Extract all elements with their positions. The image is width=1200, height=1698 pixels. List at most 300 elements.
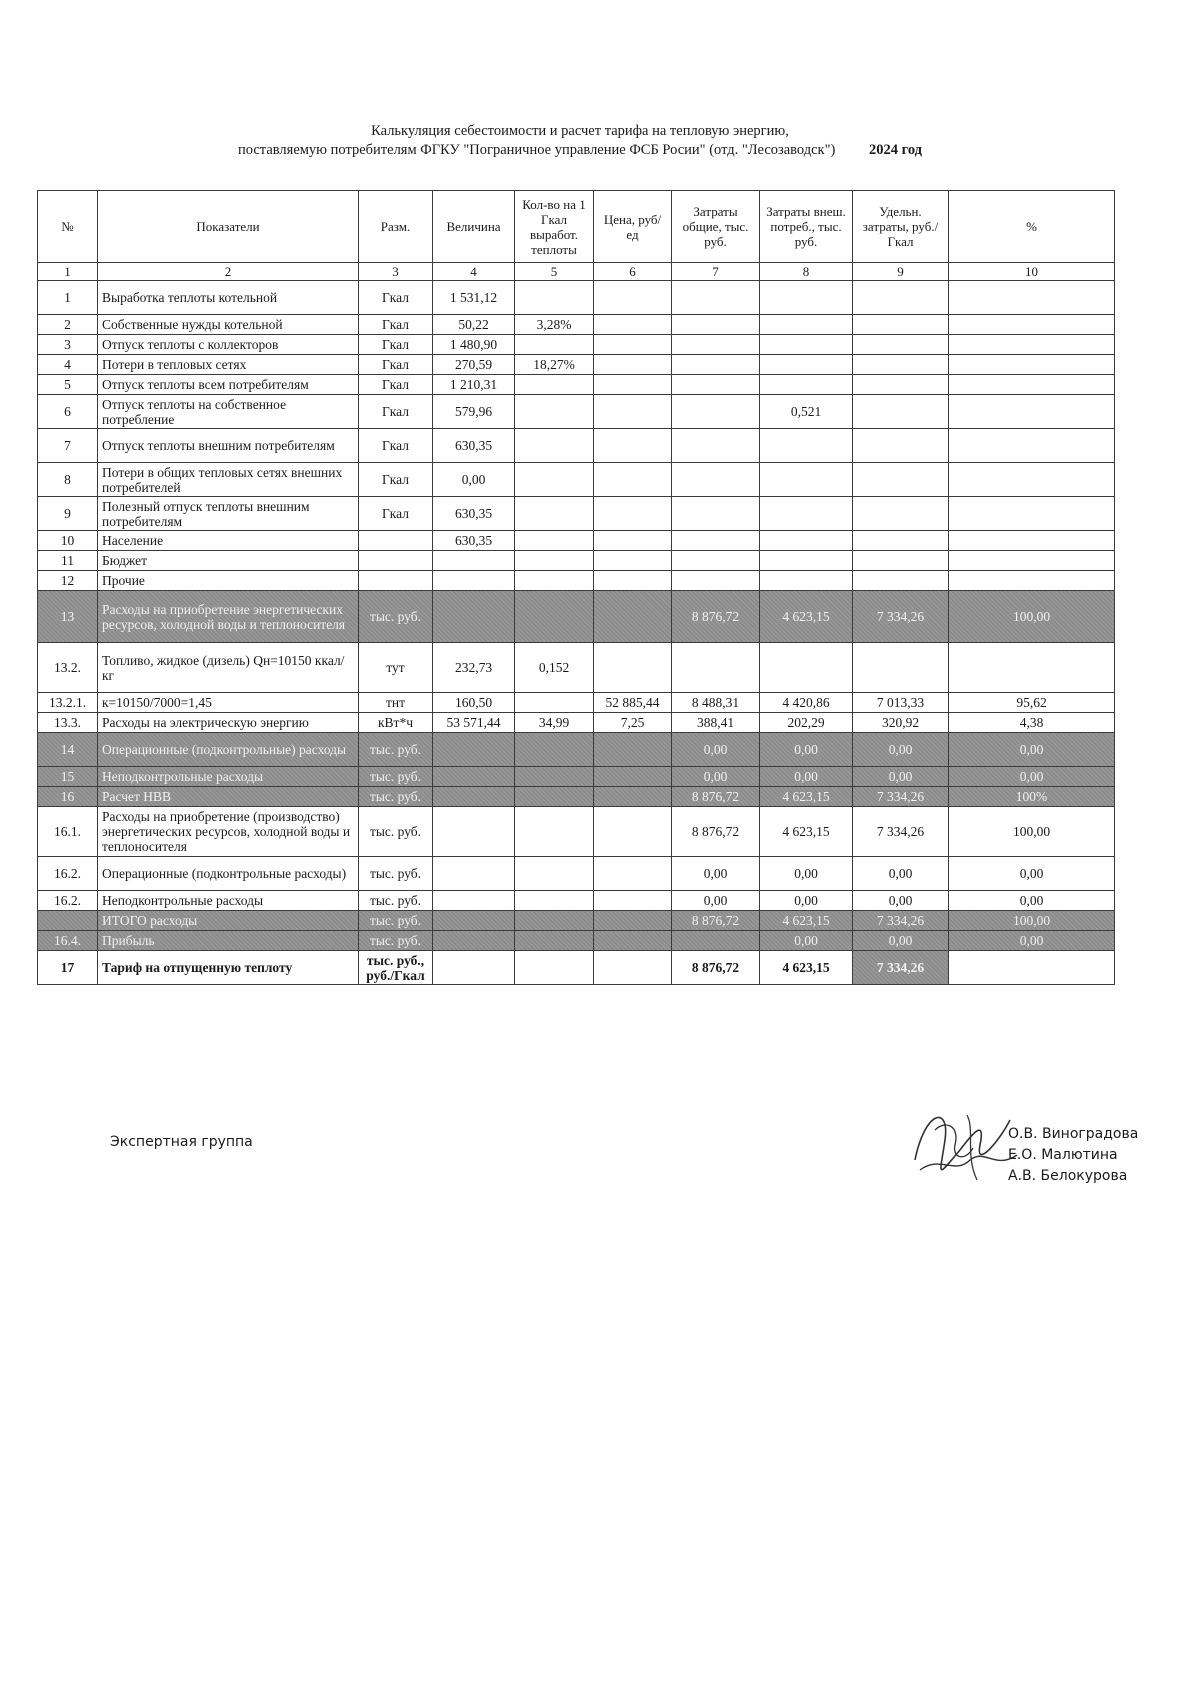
value-cell: Гкал (359, 429, 433, 463)
value-cell (433, 891, 515, 911)
value-cell (515, 891, 594, 911)
value-cell: тыс. руб. (359, 787, 433, 807)
value-cell: тыс. руб. (359, 733, 433, 767)
calculation-table (37, 190, 1115, 985)
value-cell: Гкал (359, 375, 433, 395)
value-cell: 0,00 (760, 733, 853, 767)
value-cell: Гкал (359, 395, 433, 429)
value-cell: Гкал (359, 497, 433, 531)
column-number: 1 (38, 263, 98, 281)
value-cell (515, 463, 594, 497)
value-cell: 0,00 (949, 857, 1115, 891)
row-number-cell: 14 (38, 733, 98, 767)
indicator-cell: к=10150/7000=1,45 (98, 693, 359, 713)
value-cell: 100,00 (949, 591, 1115, 643)
table-row (38, 951, 1115, 985)
value-cell (515, 693, 594, 713)
value-cell (672, 931, 760, 951)
value-cell: 7 334,26 (853, 787, 949, 807)
value-cell (594, 733, 672, 767)
row-number-cell: 5 (38, 375, 98, 395)
indicator-cell: Тариф на отпущенную теплоту (98, 951, 359, 985)
value-cell: 4 420,86 (760, 693, 853, 713)
value-cell (515, 767, 594, 787)
value-cell: 0,00 (760, 767, 853, 787)
value-cell (949, 463, 1115, 497)
row-number-cell: 6 (38, 395, 98, 429)
value-cell: тыс. руб. (359, 591, 433, 643)
value-cell (672, 571, 760, 591)
value-cell: 4 623,15 (760, 911, 853, 931)
value-cell: 0,00 (672, 891, 760, 911)
value-cell: 630,35 (433, 497, 515, 531)
row-number-cell: 16.4. (38, 931, 98, 951)
value-cell (672, 281, 760, 315)
value-cell: тут (359, 643, 433, 693)
table-row (38, 463, 1115, 497)
value-cell: 1 531,12 (433, 281, 515, 315)
table-row (38, 733, 1115, 767)
value-cell: 160,50 (433, 693, 515, 713)
header-cell: Кол-во на 1 Гкал выработ. теплоты (515, 191, 594, 263)
value-cell: 4 623,15 (760, 787, 853, 807)
column-number: 5 (515, 263, 594, 281)
indicator-cell: Отпуск теплоты на собственное потребление (98, 395, 359, 429)
value-cell (433, 551, 515, 571)
expert-group-label: Экспертная группа (110, 1134, 253, 1150)
value-cell (433, 591, 515, 643)
value-cell (760, 281, 853, 315)
value-cell (853, 375, 949, 395)
row-number-cell: 10 (38, 531, 98, 551)
value-cell (594, 281, 672, 315)
value-cell: тыс. руб. (359, 911, 433, 931)
value-cell: 7,25 (594, 713, 672, 733)
indicator-cell: Операционные (подконтрольные расходы) (98, 857, 359, 891)
value-cell (515, 591, 594, 643)
value-cell: 34,99 (515, 713, 594, 733)
value-cell: 1 210,31 (433, 375, 515, 395)
row-number-cell: 16.1. (38, 807, 98, 857)
value-cell: 0,521 (760, 395, 853, 429)
value-cell (949, 951, 1115, 985)
value-cell (594, 463, 672, 497)
value-cell (433, 911, 515, 931)
value-cell: 202,29 (760, 713, 853, 733)
value-cell: 0,00 (853, 891, 949, 911)
value-cell: 0,00 (949, 767, 1115, 787)
value-cell: 95,62 (949, 693, 1115, 713)
header-cell: Величина (433, 191, 515, 263)
value-cell (433, 571, 515, 591)
value-cell (672, 643, 760, 693)
value-cell: 8 876,72 (672, 787, 760, 807)
indicator-cell: Расходы на приобретение энергетических ресурсов, холодной воды и теплоносителя (98, 591, 359, 643)
value-cell (672, 375, 760, 395)
value-cell (949, 531, 1115, 551)
value-cell (594, 335, 672, 355)
value-cell (672, 395, 760, 429)
value-cell: 3,28% (515, 315, 594, 335)
row-number-cell: 13.2.1. (38, 693, 98, 713)
table-row (38, 911, 1115, 931)
table-row (38, 807, 1115, 857)
row-number-cell: 11 (38, 551, 98, 571)
value-cell (853, 463, 949, 497)
value-cell (853, 643, 949, 693)
value-cell: 0,00 (853, 857, 949, 891)
value-cell (672, 429, 760, 463)
value-cell: кВт*ч (359, 713, 433, 733)
header-cell: Удельн. затраты, руб./Гкал (853, 191, 949, 263)
title-line-2 (150, 141, 1010, 160)
value-cell: 50,22 (433, 315, 515, 335)
value-cell (359, 531, 433, 551)
row-number-cell: 16.2. (38, 891, 98, 911)
value-cell (760, 463, 853, 497)
value-cell (359, 571, 433, 591)
value-cell (594, 767, 672, 787)
value-cell: тыс. руб. (359, 931, 433, 951)
indicator-cell: Собственные нужды котельной (98, 315, 359, 335)
value-cell (672, 551, 760, 571)
row-number-cell: 9 (38, 497, 98, 531)
value-cell: 7 334,26 (853, 591, 949, 643)
value-cell (760, 335, 853, 355)
table-row (38, 931, 1115, 951)
value-cell: 8 876,72 (672, 951, 760, 985)
column-number: 8 (760, 263, 853, 281)
value-cell (594, 429, 672, 463)
value-cell (515, 807, 594, 857)
value-cell (594, 931, 672, 951)
value-cell: тыс. руб. (359, 891, 433, 911)
value-cell (594, 315, 672, 335)
value-cell (594, 497, 672, 531)
column-number: 10 (949, 263, 1115, 281)
handwritten-signature (905, 1100, 1025, 1190)
row-number-cell: 4 (38, 355, 98, 375)
value-cell (594, 375, 672, 395)
indicator-cell: Бюджет (98, 551, 359, 571)
value-cell (515, 733, 594, 767)
value-cell (949, 551, 1115, 571)
table-row (38, 355, 1115, 375)
value-cell (433, 767, 515, 787)
value-cell: 7 334,26 (853, 951, 949, 985)
signer-name: О.В. Виноградова (1008, 1126, 1139, 1142)
value-cell (853, 315, 949, 335)
value-cell: 0,00 (672, 857, 760, 891)
value-cell: 18,27% (515, 355, 594, 375)
value-cell: 0,00 (760, 857, 853, 891)
value-cell (760, 375, 853, 395)
value-cell (594, 571, 672, 591)
indicator-cell: Топливо, жидкое (дизель) Qн=10150 ккал/кг (98, 643, 359, 693)
table-body (38, 281, 1115, 985)
value-cell (760, 551, 853, 571)
indicator-cell: Расходы на электрическую энергию (98, 713, 359, 733)
row-number-cell: 7 (38, 429, 98, 463)
value-cell: 8 876,72 (672, 807, 760, 857)
value-cell (949, 429, 1115, 463)
value-cell (515, 951, 594, 985)
value-cell (433, 857, 515, 891)
row-number-cell: 15 (38, 767, 98, 787)
row-number-cell: 13.3. (38, 713, 98, 733)
value-cell (949, 497, 1115, 531)
value-cell: 100,00 (949, 911, 1115, 931)
row-number-cell: 17 (38, 951, 98, 985)
value-cell (594, 395, 672, 429)
value-cell (853, 531, 949, 551)
value-cell: тыс. руб. (359, 767, 433, 787)
header-cell: Показатели (98, 191, 359, 263)
indicator-cell: Отпуск теплоты всем потребителям (98, 375, 359, 395)
table-row (38, 713, 1115, 733)
table-row (38, 395, 1115, 429)
table-row (38, 591, 1115, 643)
table-row (38, 891, 1115, 911)
value-cell (515, 497, 594, 531)
table-row (38, 497, 1115, 531)
row-number-cell: 12 (38, 571, 98, 591)
value-cell: 0,00 (760, 891, 853, 911)
row-number-cell: 13 (38, 591, 98, 643)
value-cell: 100,00 (949, 807, 1115, 857)
value-cell (515, 531, 594, 551)
value-cell: 630,35 (433, 429, 515, 463)
value-cell: 579,96 (433, 395, 515, 429)
value-cell: 232,73 (433, 643, 515, 693)
table-row (38, 375, 1115, 395)
row-number-cell (38, 911, 98, 931)
value-cell (853, 497, 949, 531)
column-number-row (38, 263, 1115, 281)
value-cell (949, 395, 1115, 429)
value-cell: 7 334,26 (853, 807, 949, 857)
value-cell: 0,00 (949, 891, 1115, 911)
value-cell (853, 281, 949, 315)
indicator-cell: Отпуск теплоты с коллекторов (98, 335, 359, 355)
value-cell (949, 335, 1115, 355)
value-cell (853, 551, 949, 571)
value-cell (760, 571, 853, 591)
value-cell (760, 643, 853, 693)
column-number: 3 (359, 263, 433, 281)
table-header-row (38, 191, 1115, 263)
table-row (38, 315, 1115, 335)
header-cell: № (38, 191, 98, 263)
value-cell (853, 429, 949, 463)
value-cell (515, 551, 594, 571)
value-cell (433, 951, 515, 985)
signers-list (1008, 1124, 1138, 1187)
row-number-cell: 13.2. (38, 643, 98, 693)
indicator-cell: Прибыль (98, 931, 359, 951)
value-cell (433, 733, 515, 767)
value-cell (515, 911, 594, 931)
indicator-cell: Неподконтрольные расходы (98, 891, 359, 911)
indicator-cell: Потери в общих тепловых сетях внешних потребителей (98, 463, 359, 497)
row-number-cell: 16.2. (38, 857, 98, 891)
column-number: 7 (672, 263, 760, 281)
value-cell: 7 013,33 (853, 693, 949, 713)
value-cell: 270,59 (433, 355, 515, 375)
value-cell: 1 480,90 (433, 335, 515, 355)
value-cell: 7 334,26 (853, 911, 949, 931)
value-cell (594, 531, 672, 551)
value-cell (594, 643, 672, 693)
value-cell (672, 355, 760, 375)
indicator-cell: Выработка теплоты котельной (98, 281, 359, 315)
column-number: 6 (594, 263, 672, 281)
indicator-cell: Потери в тепловых сетях (98, 355, 359, 375)
value-cell (433, 787, 515, 807)
title-line-2-text: поставляемую потребителям ФГКУ "Пограничное управление ФСБ Росии" (отд. "Лесозаводск") (238, 142, 836, 158)
value-cell (949, 355, 1115, 375)
value-cell: Гкал (359, 355, 433, 375)
value-cell (672, 463, 760, 497)
table-row (38, 693, 1115, 713)
value-cell: 4 623,15 (760, 951, 853, 985)
row-number-cell: 2 (38, 315, 98, 335)
value-cell (672, 315, 760, 335)
indicator-cell: ИТОГО расходы (98, 911, 359, 931)
value-cell: 4 623,15 (760, 591, 853, 643)
header-cell: % (949, 191, 1115, 263)
table-row (38, 857, 1115, 891)
value-cell (853, 355, 949, 375)
value-cell (594, 857, 672, 891)
header-cell: Цена, руб/ед (594, 191, 672, 263)
value-cell (433, 807, 515, 857)
value-cell (515, 335, 594, 355)
indicator-cell: Полезный отпуск теплоты внешним потребителям (98, 497, 359, 531)
table-row (38, 571, 1115, 591)
value-cell (672, 531, 760, 551)
value-cell (672, 497, 760, 531)
row-number-cell: 16 (38, 787, 98, 807)
value-cell: 0,00 (853, 931, 949, 951)
value-cell: 4 623,15 (760, 807, 853, 857)
row-number-cell: 3 (38, 335, 98, 355)
value-cell (760, 531, 853, 551)
table-row (38, 551, 1115, 571)
value-cell: 388,41 (672, 713, 760, 733)
value-cell (949, 571, 1115, 591)
value-cell: 0,00 (949, 931, 1115, 951)
indicator-cell: Расчет НВВ (98, 787, 359, 807)
value-cell: 100% (949, 787, 1115, 807)
row-number-cell: 8 (38, 463, 98, 497)
table-row (38, 281, 1115, 315)
value-cell (949, 315, 1115, 335)
value-cell (853, 571, 949, 591)
value-cell: тыс. руб. (359, 807, 433, 857)
value-cell (672, 335, 760, 355)
value-cell (760, 497, 853, 531)
value-cell (594, 551, 672, 571)
value-cell (594, 911, 672, 931)
row-number-cell: 1 (38, 281, 98, 315)
value-cell (594, 951, 672, 985)
value-cell (760, 429, 853, 463)
value-cell: 0,00 (760, 931, 853, 951)
value-cell (594, 355, 672, 375)
value-cell: 53 571,44 (433, 713, 515, 733)
table-row (38, 531, 1115, 551)
signer-name: Е.О. Малютина (1008, 1147, 1118, 1163)
value-cell (515, 857, 594, 891)
value-cell (760, 355, 853, 375)
signer-name: А.В. Белокурова (1008, 1168, 1128, 1184)
value-cell: 8 876,72 (672, 591, 760, 643)
indicator-cell: Расходы на приобретение (производство) энергетических ресурсов, холодной воды и теплоносителя (98, 807, 359, 857)
value-cell (515, 375, 594, 395)
column-number: 9 (853, 263, 949, 281)
value-cell: 630,35 (433, 531, 515, 551)
table-row (38, 335, 1115, 355)
indicator-cell: Отпуск теплоты внешним потребителям (98, 429, 359, 463)
value-cell (515, 429, 594, 463)
value-cell: 0,00 (949, 733, 1115, 767)
indicator-cell: Прочие (98, 571, 359, 591)
indicator-cell: Население (98, 531, 359, 551)
value-cell (949, 643, 1115, 693)
value-cell: тыс. руб. (359, 857, 433, 891)
value-cell: 0,152 (515, 643, 594, 693)
value-cell (433, 931, 515, 951)
value-cell: тнт (359, 693, 433, 713)
table-row (38, 429, 1115, 463)
column-number: 2 (98, 263, 359, 281)
value-cell (853, 335, 949, 355)
value-cell: 8 876,72 (672, 911, 760, 931)
value-cell (949, 375, 1115, 395)
value-cell: тыс. руб., руб./Гкал (359, 951, 433, 985)
value-cell: 0,00 (853, 733, 949, 767)
value-cell: Гкал (359, 335, 433, 355)
header-cell: Разм. (359, 191, 433, 263)
value-cell (594, 891, 672, 911)
indicator-cell: Неподконтрольные расходы (98, 767, 359, 787)
value-cell: 52 885,44 (594, 693, 672, 713)
value-cell: 0,00 (672, 733, 760, 767)
value-cell (515, 931, 594, 951)
value-cell (515, 281, 594, 315)
value-cell (594, 807, 672, 857)
indicator-cell: Операционные (подконтрольные) расходы (98, 733, 359, 767)
value-cell: Гкал (359, 463, 433, 497)
value-cell (594, 787, 672, 807)
value-cell (594, 591, 672, 643)
value-cell (515, 787, 594, 807)
document-title (150, 122, 1010, 160)
table-row (38, 643, 1115, 693)
value-cell: 320,92 (853, 713, 949, 733)
value-cell: 8 488,31 (672, 693, 760, 713)
table-row (38, 767, 1115, 787)
value-cell (359, 551, 433, 571)
value-cell: 0,00 (672, 767, 760, 787)
value-cell (515, 571, 594, 591)
header-cell: Затраты общие, тыс. руб. (672, 191, 760, 263)
value-cell: 0,00 (853, 767, 949, 787)
title-year: 2024 год (868, 142, 922, 158)
header-cell: Затраты внеш. потреб., тыс. руб. (760, 191, 853, 263)
value-cell: 4,38 (949, 713, 1115, 733)
